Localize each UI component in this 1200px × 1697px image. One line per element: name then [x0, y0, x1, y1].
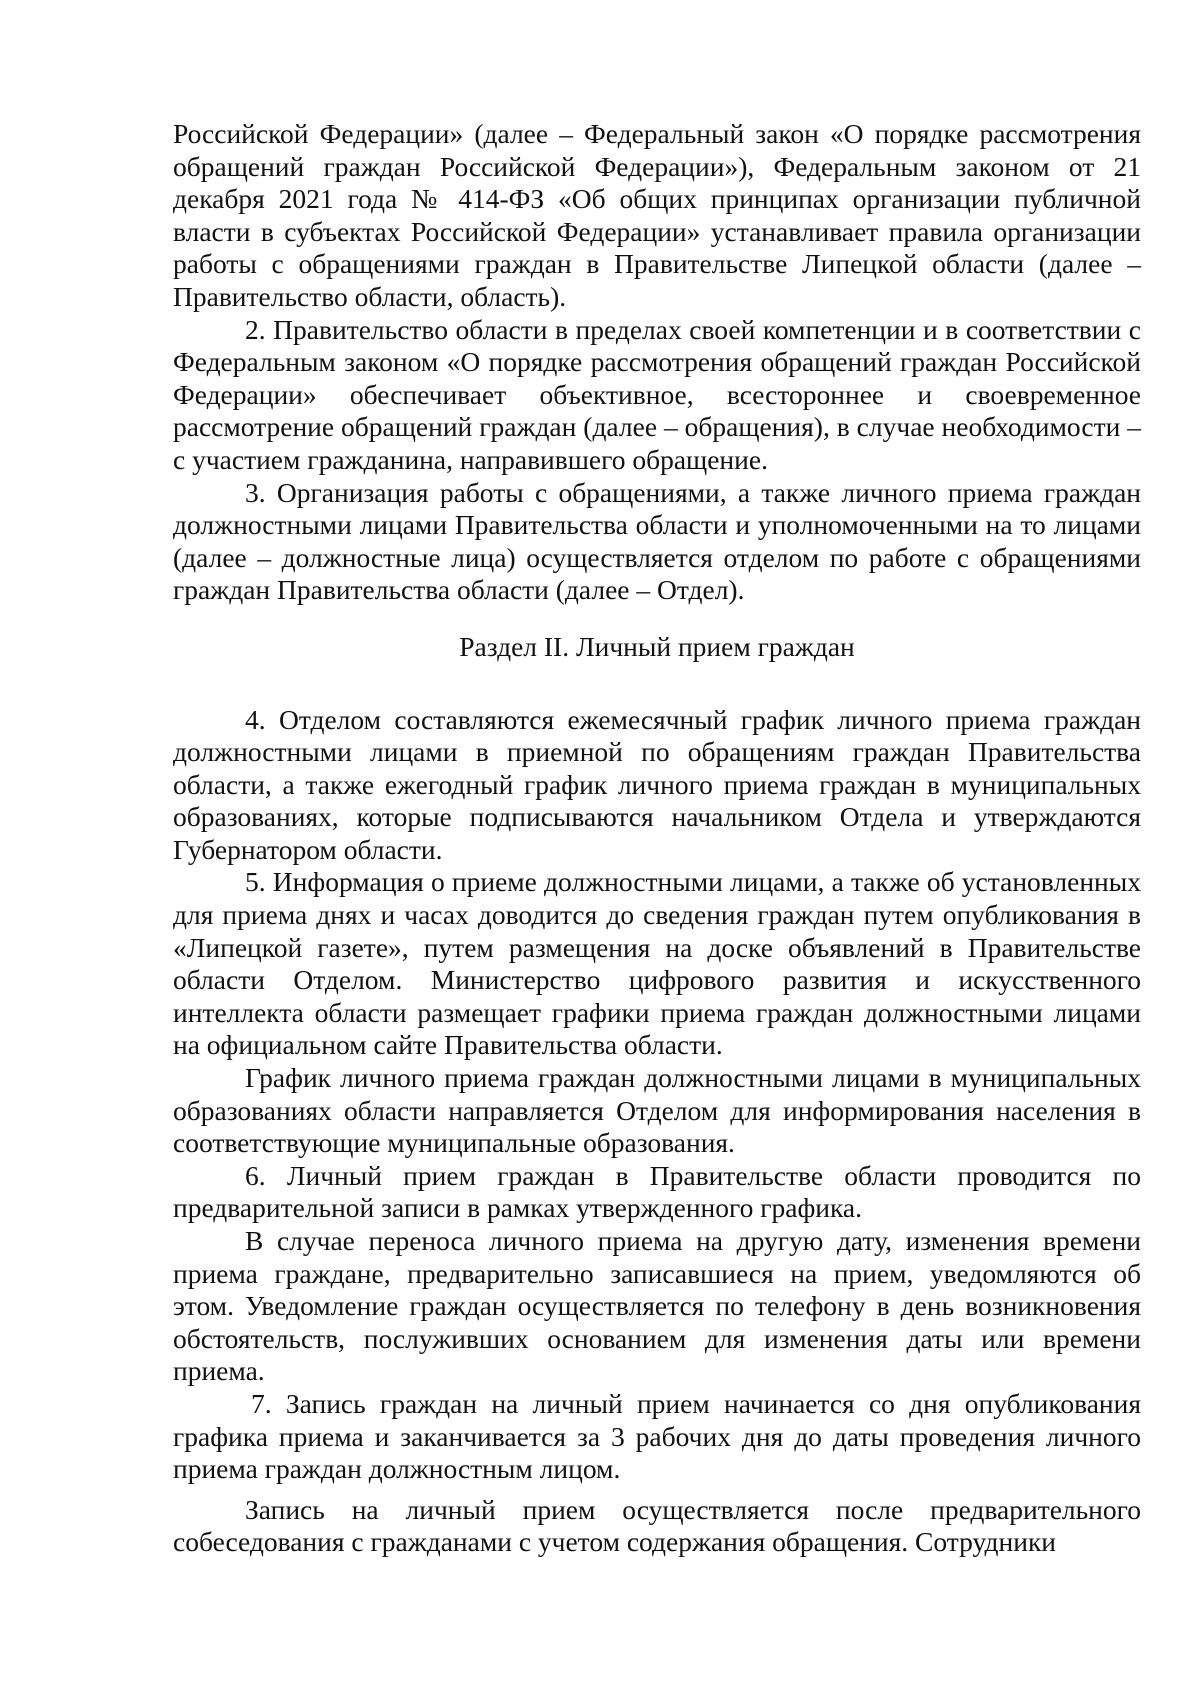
paragraph-7-registration: Запись на личный прием осуществляется после предварительного собеседования с гражданами с учетом содержания обращения. Сотрудники [173, 1493, 1141, 1558]
paragraph-5: 5. Информация о приеме должностными лицами, а также об установленных для приема днях и часах доводится до сведения граждан путем опубликования в «Липецкой газете», путем размещения на доске объявлений в Правительстве области Отделом. Министерство цифрового развития и искусственного интеллекта области размещает графики приема граждан должностными лицами на официальном сайте Правительства области. [173, 866, 1141, 1061]
paragraph-2: 2. Правительство области в пределах своей компетенции и в соответствии с Федеральным законом «О порядке рассмотрения обращений граждан Российской Федерации» обеспечивает объективное, всестороннее и своевременное рассмотрение обращений граждан (далее – обращения), в случае необходимости – с участием гражданина, направившего обращение. [173, 313, 1141, 475]
paragraph-7: 7. Запись граждан на личный прием начинается со дня опубликования графика приема и заканчивается за 3 рабочих дня до даты проведения личного приема граждан должностным лицом. [173, 1387, 1141, 1485]
paragraph-intro-continuation: Российской Федерации» (далее – Федеральный закон «О порядке рассмотрения обращений граждан Российской Федерации»), Федеральным законом от 21 декабря 2021 года № 414-ФЗ «Об общих принципах организации публичной власти в субъектах Российской Федерации» устанавливает правила организации работы с обращениями граждан в Правительстве Липецкой области (далее – Правительство области, область). [173, 118, 1141, 312]
paragraph-3: 3. Организация работы с обращениями, а также личного приема граждан должностными лицами Правительства области и уполномоченными на то лицами (далее – должностные лица) осуществляется отделом по работе с обращениями граждан Правительства области (далее – Отдел). [173, 476, 1141, 606]
paragraph-6-reschedule: В случае переноса личного приема на другую дату, изменения времени приема граждане, предварительно записавшиеся на прием, уведомляются об этом. Уведомление граждан осуществляется по телефону в день возникновения обстоятельств, послуживших основанием для изменения даты или времени приема. [173, 1225, 1141, 1387]
paragraph-4: 4. Отделом составляются ежемесячный график личного приема граждан должностными лицами в приемной по обращениям граждан Правительства области, а также ежегодный график личного приема граждан в муниципальных образованиях, которые подписываются начальником Отдела и утверждаются Губернатором области. [173, 703, 1141, 865]
section-heading: Раздел II. Личный прием граждан [459, 630, 855, 662]
paragraph-5-schedule: График личного приема граждан должностными лицами в муниципальных образованиях области направляется Отделом для информирования населения в соответствующие муниципальные образования. [173, 1062, 1141, 1159]
paragraph-6: 6. Личный прием граждан в Правительстве области проводится по предварительной записи в рамках утвержденного графика. [173, 1159, 1141, 1224]
document-body [173, 118, 1141, 1559]
